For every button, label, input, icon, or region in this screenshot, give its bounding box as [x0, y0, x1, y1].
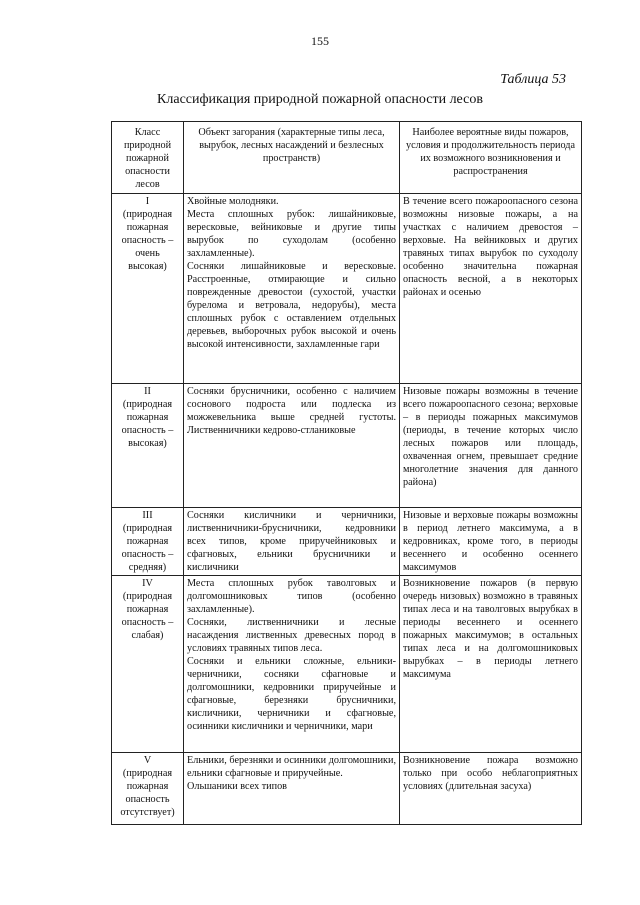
fire-types-cell: В течение всего пожароопасного сезона возможны низовые пожары, а на участках с наличием древостоя – верховые. На вейниковых и других травяных типах вырубок по суходолу особенно значительна пожарная опасность весной, а в некоторых районах и осенью — [400, 194, 582, 384]
object-paragraph: Сосняки кисличники и черничники, лиственничники-брусничники, кедровники всех типов, кроме приручейниковых и сфагновых, ельники брусничники и кисличники — [187, 510, 396, 573]
class-cell — [112, 753, 184, 825]
header-object: Объект загорания (характерные типы леса, вырубок, лесных насаждений и безлесных пространств) — [184, 122, 400, 194]
table-row — [112, 508, 582, 576]
header-fire-types: Наиболее вероятные виды пожаров, условия и продолжительность периода их возможного возникновения и распространения — [400, 122, 582, 194]
object-paragraph: Сосняки брусничники, особенно с наличием соснового подроста или подлеска из можжевельника выше средней густоты. Лиственничники кедрово-стланиковые — [187, 386, 396, 436]
header-class: Класс природной пожарной опасности лесов — [112, 122, 184, 194]
table-row — [112, 576, 582, 753]
object-paragraph: Хвойные молодняки. — [187, 196, 279, 207]
table-title: Классификация природной пожарной опасности лесов — [157, 92, 483, 107]
fire-types-cell: Низовые пожары возможны в течение всего пожароопасного сезона; верховые – в периоды пожарных максимумов (периоды, в течение которых число лесных пожаров или площадь, охваченная огнем, превышает средние многолетние значения для данного района) — [400, 384, 582, 508]
class-number: V — [143, 755, 152, 766]
fire-types-cell: Возникновение пожаров (в первую очередь низовых) возможно в травяных типах леса и на таволговых вырубках в периоды весеннего и осеннего пожарных максимумов; в остальных типах леса и на долгомошниковых вырубках – в периоды летнего максимума — [400, 576, 582, 753]
class-cell — [112, 508, 184, 576]
object-cell — [184, 384, 400, 508]
table-row — [112, 753, 582, 825]
object-paragraph: Места сплошных рубок таволговых и долгомошниковых типов (особенно захламленные). — [187, 578, 396, 615]
object-paragraph: Места сплошных рубок: лишайниковые, вересковые, вейниковые и другие типы вырубок по суходолам (особенно захламленные). — [187, 209, 396, 259]
table-header-row — [112, 122, 582, 194]
object-paragraph: Сосняки, лиственничники и лесные насаждения лиственных древесных пород в условиях травяных типов леса. — [187, 617, 396, 654]
fire-types-cell: Возникновение пожара возможно только при особо неблагоприятных условиях (длительная засуха) — [400, 753, 582, 825]
table-row — [112, 194, 582, 384]
class-number: IV — [142, 578, 153, 589]
class-number: I — [145, 196, 150, 207]
class-description: (природная пожарная опасность – высокая) — [121, 399, 174, 449]
class-cell — [112, 384, 184, 508]
class-cell — [112, 576, 184, 753]
fire-types-cell: Низовые и верховые пожары возможны в период летнего максимума, а в кедровниках, кроме того, в периоды весеннего и особенно осеннего максимумов — [400, 508, 582, 576]
table-row — [112, 384, 582, 508]
class-description: (природная пожарная опасность – слабая) — [121, 591, 174, 641]
class-number: II — [144, 386, 151, 397]
object-cell — [184, 508, 400, 576]
class-cell — [112, 194, 184, 384]
object-cell — [184, 753, 400, 825]
object-paragraph: Сосняки лишайниковые и вересковые. Расстроенные, отмирающие и сильно поврежденные древостои (сухостой, участки бурелома и ветровала, недорубы), места сплошных рубок с оставлением отдельных деревьев, выборочных рубок высокой и очень высокой интенсивности, захламленные гари — [187, 261, 396, 350]
class-number: III — [142, 510, 153, 521]
class-description: (природная пожарная опасность – средняя) — [121, 523, 174, 573]
table-label: Таблица 53 — [500, 72, 566, 87]
object-cell — [184, 576, 400, 753]
class-description: (природная пожарная опасность отсутствует) — [120, 768, 175, 818]
fire-danger-classification-table — [111, 121, 582, 825]
object-paragraph: Сосняки и ельники сложные, ельники-черничники, сосняки сфагновые и долгомошники, кедровники приручейные и сфагновые, березняки брусничники, кисличники, черничники и сфагновые, осинники кисличники и черничники, мари — [187, 656, 396, 732]
object-paragraph: Ольшаники всех типов — [187, 781, 287, 792]
object-cell — [184, 194, 400, 384]
page-number: 155 — [311, 34, 329, 48]
class-description: (природная пожарная опасность – очень высокая) — [121, 209, 174, 272]
object-paragraph: Ельники, березняки и осинники долгомошники, ельники сфагновые и приручейные. — [187, 755, 396, 779]
